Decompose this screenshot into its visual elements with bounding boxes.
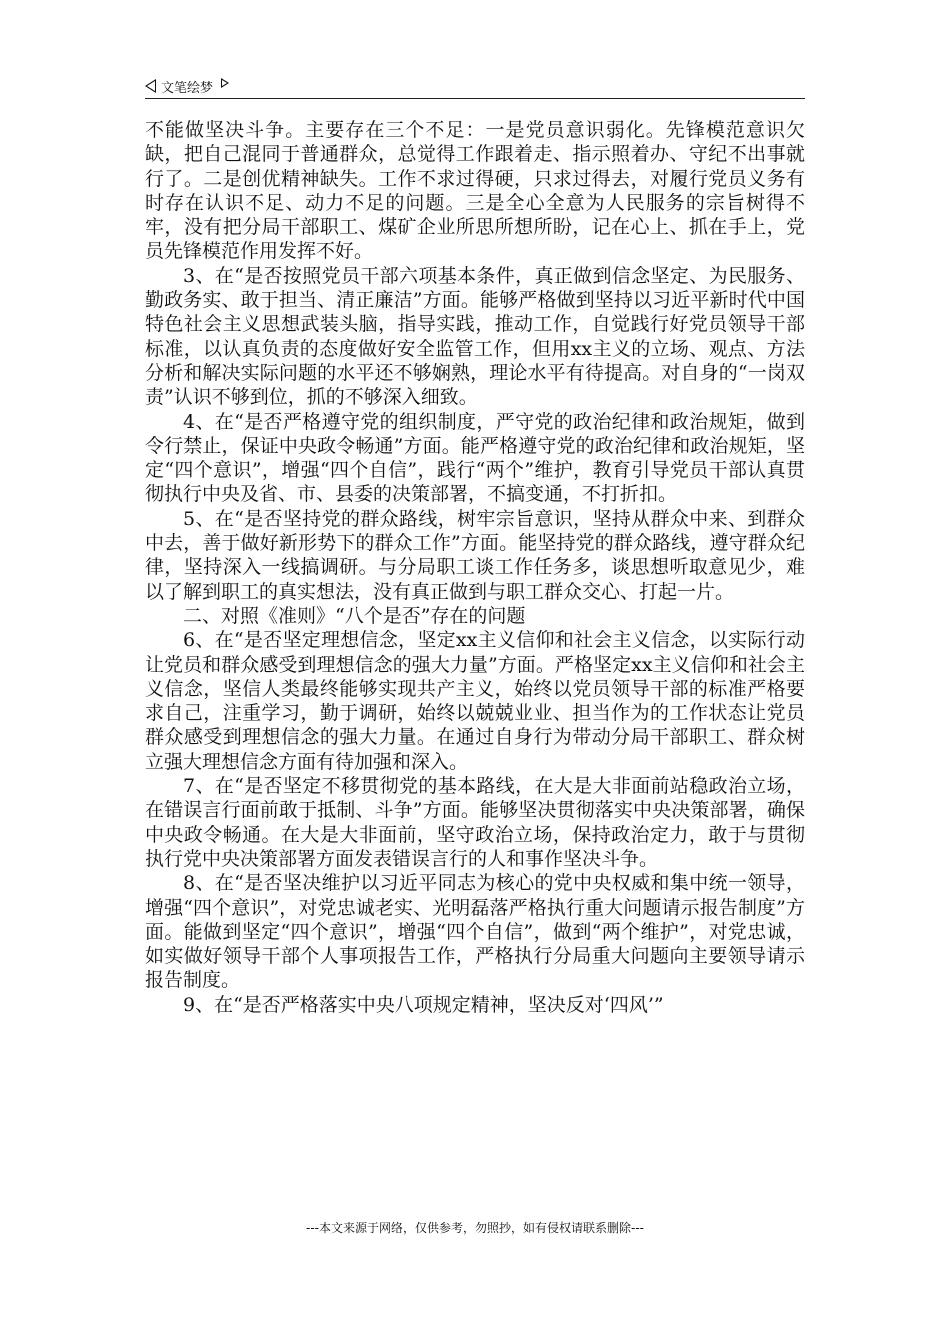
paragraph-item-7: 7、在“是否坚定不移贯彻党的基本路线，在大是大非面前站稳政治立场，在错误言行面前敢于抵制、斗争”方面。能够坚决贯彻落实中央决策部署，确保中央政令畅通。在大是大非面前，坚守政治立场，保持政治定力，敢于与贯彻执行党中央决策部署方面发表错误言行的人和事作坚决斗争。 — [145, 775, 805, 870]
section-heading: 二、对照《准则》“八个是否”存在的问题 — [183, 604, 526, 627]
header-title: 文笔绘梦 — [161, 80, 214, 96]
document-body — [145, 118, 805, 1017]
paragraph-item-8: 8、在“是否坚决维护以习近平同志为核心的党中央权威和集中统一领导，增强“四个意识”，对党忠诚老实、光明磊落严格执行重大问题请示报告制度”方面。能做到坚定“四个意识”，增强“四个自信”，做到“两个维护”，对党忠诚，如实做好领导干部个人事项报告工作，严格执行分局重大问题向主要领导请示报告制度。 — [145, 872, 805, 992]
paragraph-item-6: 6、在“是否坚定理想信念，坚定xx主义信仰和社会主义信念，以实际行动让党员和群众感受到理想信念的强大力量”方面。严格坚定xx主义信仰和社会主义信念，坚信人类最终能够实现共产主义，始终以党员领导干部的标准严格要求自己，注重学习，勤于调研，始终以兢兢业业、担当作为的工作状态让党员群众感受到理想信念的强大力量。在通过自身行为带动分局干部职工、群众树立强大理想信念方面有待加强和深入。 — [145, 629, 805, 773]
header-divider — [145, 98, 805, 99]
paragraph-item-4: 4、在“是否严格遵守党的组织制度，严守党的政治纪律和政治规矩，做到令行禁止，保证中央政令畅通”方面。能严格遵守党的政治纪律和政治规矩，坚定“四个意识”，增强“四个自信”，践行“两个”维护，教育引导党员干部认真贯彻执行中央及省、市、县委的决策部署，不搞变通，不打折扣。 — [145, 410, 805, 506]
right-triangle-icon — [221, 78, 229, 88]
paragraph-continued: 不能做坚决斗争。主要存在三个不足：一是党员意识弱化。先锋模范意识欠缺，把自己混同于普通群众，总觉得工作跟着走、指示照着办、守纪不出事就行了。二是创优精神缺失。工作不求过得硬，只求过得去，对履行党员义务有时存在认识不足、动力不足的问题。三是全心全意为人民服务的宗旨树得不牢，没有把分局干部职工、煤矿企业所思所想所盼，记在心上、抓在手上，党员先锋模范作用发挥不好。 — [145, 119, 805, 263]
footer-notice: ---本文来源于网络，仅供参考，勿照抄，如有侵权请联系删除--- — [306, 1221, 644, 1235]
paragraph-item-9: 9、在“是否严格落实中央八项规定精神，坚决反对‘四风’” — [183, 993, 664, 1016]
paragraph-item-5: 5、在“是否坚持党的群众路线，树牢宗旨意识，坚持从群众中来、到群众中去，善于做好新形势下的群众工作”方面。能坚持党的群众路线，遵守群众纪律，坚持深入一线搞调研。与分局职工谈工作任务多，谈思想听取意见少，难以了解到职工的真实想法，没有真正做到与职工群众交心、打起一片。 — [145, 507, 805, 603]
paragraph-item-3: 3、在“是否按照党员干部六项基本条件，真正做到信念坚定、为民服务、勤政务实、敢于担当、清正廉洁”方面。能够严格做到坚持以习近平新时代中国特色社会主义思想武装头脑，指导实践，推动工作，自觉践行好党员领导干部标准，以认真负责的态度做好安全监管工作，但用xx主义的立场、观点、方法分析和解决实际问题的水平还不够娴熟，理论水平有待提高。对自身的“一岗双责”认识不够到位，抓的不够深入细致。 — [145, 264, 805, 409]
page-header — [145, 74, 805, 98]
left-triangle-icon — [145, 79, 156, 93]
